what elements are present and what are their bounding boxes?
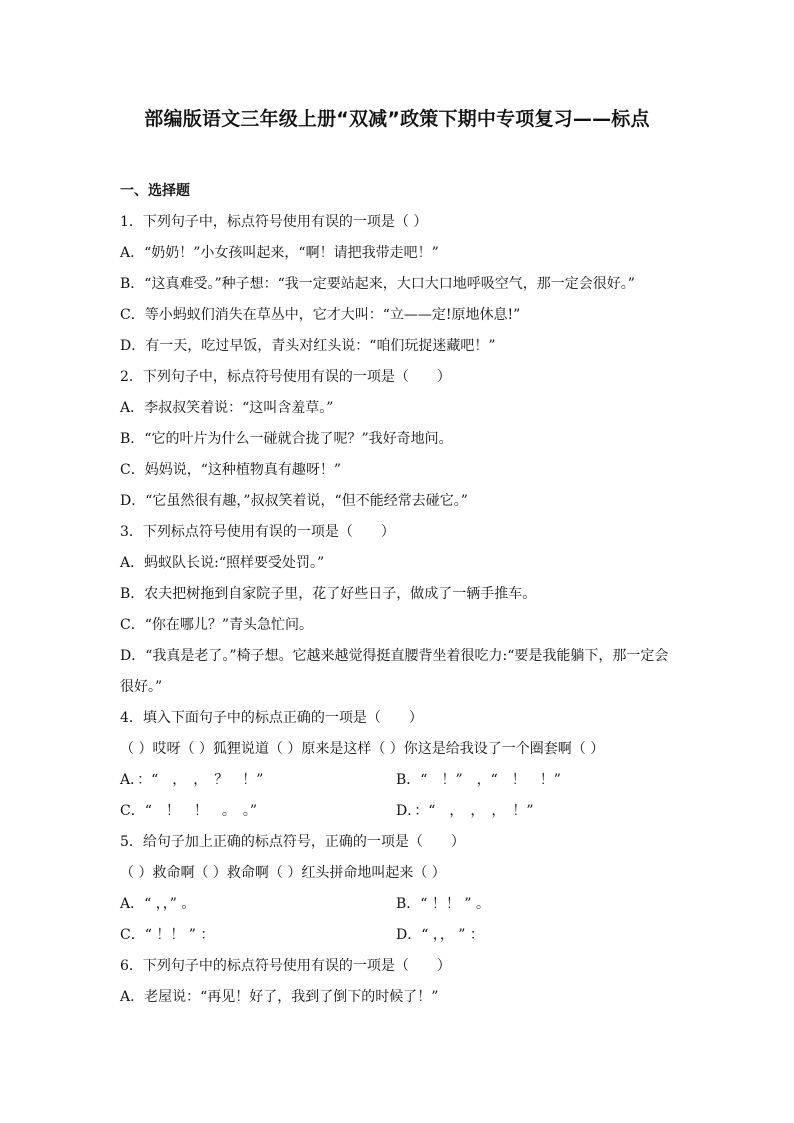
question-2-option-b: B．“它的叶片为什么一碰就合拢了呢？”我好奇地问。 <box>120 431 453 447</box>
question-2-option-d: D．“它虽然很有趣，”叔叔笑着说，“但不能经常去碰它。” <box>120 493 468 509</box>
question-2-option-c: C．妈妈说，“这种植物真有趣呀！” <box>120 462 342 478</box>
question-4-option-a: A．：“ ， ， ？ ！” <box>120 772 264 788</box>
question-3-stem: 3．下列标点符号使用有误的一项是（ ） <box>120 524 395 540</box>
question-4-option-b: B．“ ！” ，“ ！ ！” <box>396 772 561 788</box>
question-2-stem: 2．下列句子中，标点符号使用有误的一项是（ ） <box>120 369 451 385</box>
question-5-option-b: B．“ ！！ ” 。 <box>396 896 490 912</box>
section-heading: 一、选择题 <box>120 183 190 199</box>
question-5-options-row-2 <box>120 925 680 956</box>
question-4-options-row-1 <box>120 770 680 801</box>
question-3-option-d-line-2: 很好。” <box>120 679 163 695</box>
question-6-option-a: A．老屋说：“再见！好了，我到了倒下的时候了！” <box>120 989 439 1005</box>
question-4-stem: 4．填入下面句子中的标点正确的一项是（ ） <box>120 710 423 726</box>
question-1-option-b: B．“这真难受。”种子想：“我一定要站起来，大口大口地呼吸空气，那一定会很好。” <box>120 276 635 292</box>
question-4-option-d: D．：“ ， ， ， ！” <box>396 803 534 819</box>
question-1-option-a: A．“奶奶！”小女孩叫起来，“啊！请把我带走吧！” <box>120 245 439 261</box>
question-5-option-a: A．“ ，，” 。 <box>120 896 196 912</box>
question-5-options-row-1 <box>120 894 680 925</box>
question-5-sentence: （ ）救命啊（ ）救命啊（ ）红头拼命地叫起来（ ） <box>120 865 446 881</box>
question-4-option-c: C．“ ！ ！ 。 。” <box>120 803 258 819</box>
question-5-stem: 5．给句子加上正确的标点符号，正确的一项是（ ） <box>120 834 465 850</box>
question-1-option-c: C．等小蚂蚁们消失在草丛中，它才大叫：“立——定!原地休息!” <box>120 307 521 323</box>
question-1-stem: 1．下列句子中，标点符号使用有误的一项是（ ） <box>120 214 428 230</box>
question-5-option-d: D．“ ，， ” ： <box>396 927 484 943</box>
question-3-option-d-line-1: D．“我真是老了。”椅子想。它越来越觉得挺直腰背坐着很吃力:“要是我能躺下，那一定会 <box>120 648 669 664</box>
question-5-option-c: C．“ ！！ ” ： <box>120 927 215 943</box>
question-3-option-a: A．蚂蚁队长说:“照样要受处罚。” <box>120 555 325 571</box>
question-2-option-a: A．李叔叔笑着说：“这叫含羞草。” <box>120 400 334 416</box>
question-1-option-d: D．有一天，吃过早饭，青头对红头说：“咱们玩捉迷藏吧！” <box>120 338 496 354</box>
question-6-stem: 6．下列句子中的标点符号使用有误的一项是（ ） <box>120 958 451 974</box>
page-title: 部编版语文三年级上册“双减”政策下期中专项复习——标点 <box>144 108 650 130</box>
question-3-option-c: C．“你在哪儿？”青头急忙问。 <box>120 617 314 633</box>
question-4-options-row-2 <box>120 801 680 832</box>
question-3-option-b: B．农夫把树拖到自家院子里，花了好些日子，做成了一辆手推车。 <box>120 586 537 602</box>
question-4-sentence: （ ）哎呀（ ）狐狸说道（ ）原来是这样（ ）你这是给我设了一个圈套啊（ ） <box>120 741 605 757</box>
question-list <box>120 181 680 1018</box>
